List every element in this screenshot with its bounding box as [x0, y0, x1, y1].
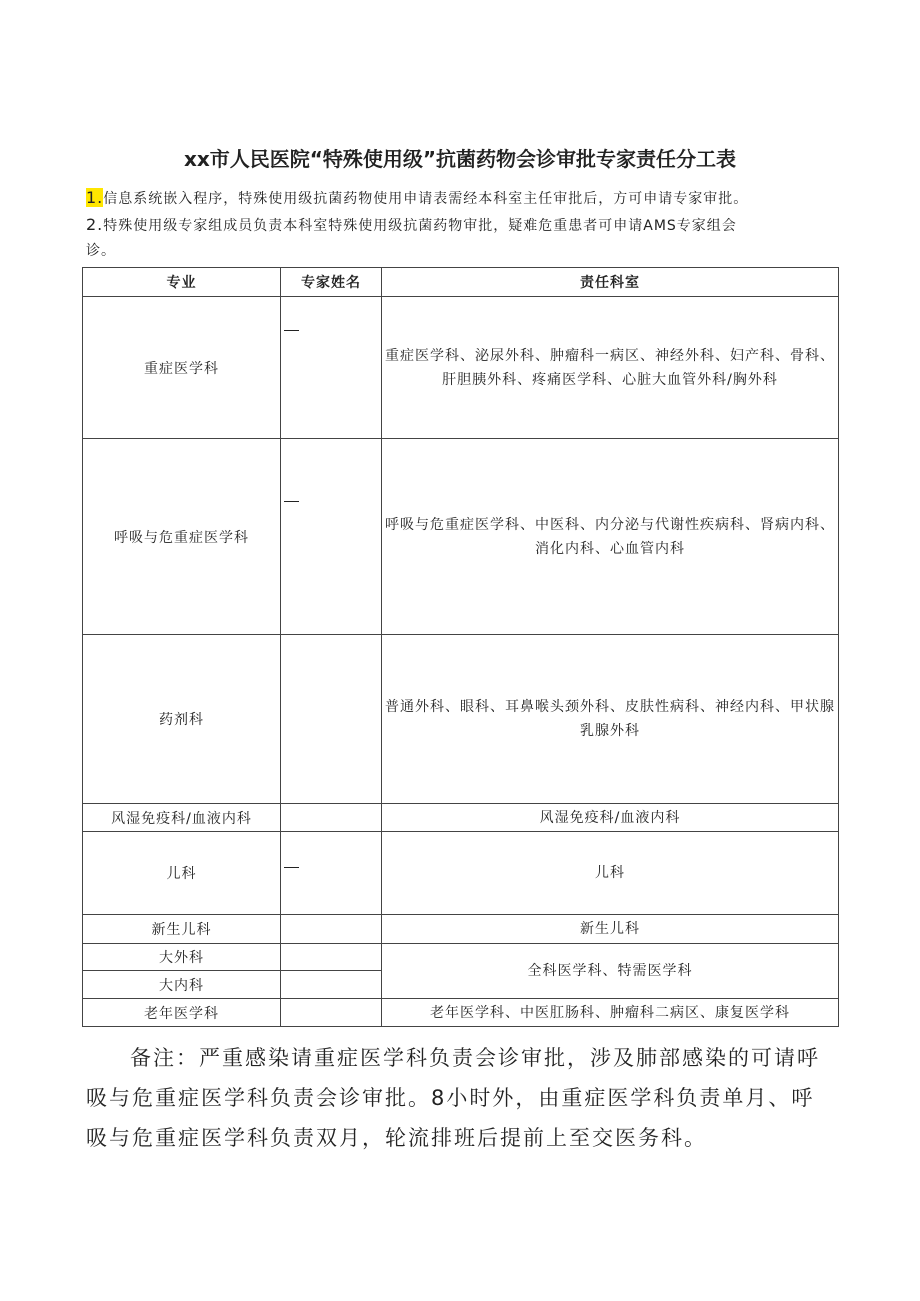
dash-mark	[284, 330, 299, 331]
departments-cell: 呼吸与危重症医学科、中医科、内分泌与代谢性疾病科、肾病内科、消化内科、心血管内科	[382, 439, 839, 635]
page-title: xx市人民医院“特殊使用级”抗菌药物会诊审批专家责任分工表	[183, 147, 737, 171]
specialty-cell: 新生儿科	[83, 915, 281, 944]
expert-name-cell	[281, 999, 382, 1027]
table-row	[83, 915, 839, 944]
note-2-text: 特殊使用级专家组成员负责本科室特殊使用级抗菌药物审批，疑难危重患者可申请AMS专家组会	[103, 218, 737, 234]
note-2-text-end: 诊。	[86, 243, 116, 259]
expert-name-cell	[281, 944, 382, 971]
expert-name-cell	[281, 915, 382, 944]
table-row	[83, 439, 839, 635]
departments-cell: 风湿免疫科/血液内科	[382, 804, 839, 832]
departments-cell: 儿科	[382, 832, 839, 915]
expert-name-cell	[281, 804, 382, 832]
table-row	[83, 635, 839, 804]
table-row	[83, 999, 839, 1027]
note-2	[86, 214, 846, 237]
expert-assignment-table	[82, 267, 839, 1027]
departments-cell: 重症医学科、泌尿外科、肿瘤科一病区、神经外科、妇产科、骨科、肝胆胰外科、疼痛医学科、心脏大血管外科/胸外科	[382, 297, 839, 439]
specialty-cell: 大外科	[83, 944, 281, 971]
note-2-continued	[86, 240, 846, 262]
expert-name-cell	[281, 635, 382, 804]
remark-paragraph	[86, 1038, 836, 1158]
expert-name-cell	[281, 297, 382, 439]
note-1	[86, 187, 846, 210]
expert-name-cell	[281, 971, 382, 999]
departments-cell: 新生儿科	[382, 915, 839, 944]
note-1-text: 信息系统嵌入程序，特殊使用级抗菌药物使用申请表需经本科室主任审批后，方可申请专家审批。	[103, 191, 749, 207]
dash-mark	[284, 867, 299, 868]
departments-cell: 全科医学科、特需医学科	[382, 944, 839, 999]
table-row	[83, 297, 839, 439]
departments-cell: 普通外科、眼科、耳鼻喉头颈外科、皮肤性病科、神经内科、甲状腺乳腺外科	[382, 635, 839, 804]
specialty-cell: 呼吸与危重症医学科	[83, 439, 281, 635]
specialty-cell: 风湿免疫科/血液内科	[83, 804, 281, 832]
specialty-cell: 药剂科	[83, 635, 281, 804]
table-row	[83, 804, 839, 832]
header-expert-name: 专家姓名	[281, 268, 382, 297]
departments-cell: 老年医学科、中医肛肠科、肿瘤科二病区、康复医学科	[382, 999, 839, 1027]
header-departments: 责任科室	[382, 268, 839, 297]
table-header-row	[83, 268, 839, 297]
specialty-cell: 老年医学科	[83, 999, 281, 1027]
specialty-cell: 重症医学科	[83, 297, 281, 439]
dash-mark	[284, 501, 299, 502]
specialty-cell: 儿科	[83, 832, 281, 915]
expert-name-cell	[281, 832, 382, 915]
note-2-number: 2.	[86, 215, 104, 234]
specialty-cell: 大内科	[83, 971, 281, 999]
remark-text: 备注：严重感染请重症医学科负责会诊审批，涉及肺部感染的可请呼吸与危重症医学科负责会诊审批。8小时外，由重症医学科负责单月、呼吸与危重症医学科负责双月，轮流排班后提前上至交医务科。	[86, 1046, 820, 1150]
table-row	[83, 832, 839, 915]
expert-name-cell	[281, 439, 382, 635]
note-1-number: 1.	[86, 188, 104, 207]
header-specialty: 专业	[83, 268, 281, 297]
table-row	[83, 944, 839, 971]
